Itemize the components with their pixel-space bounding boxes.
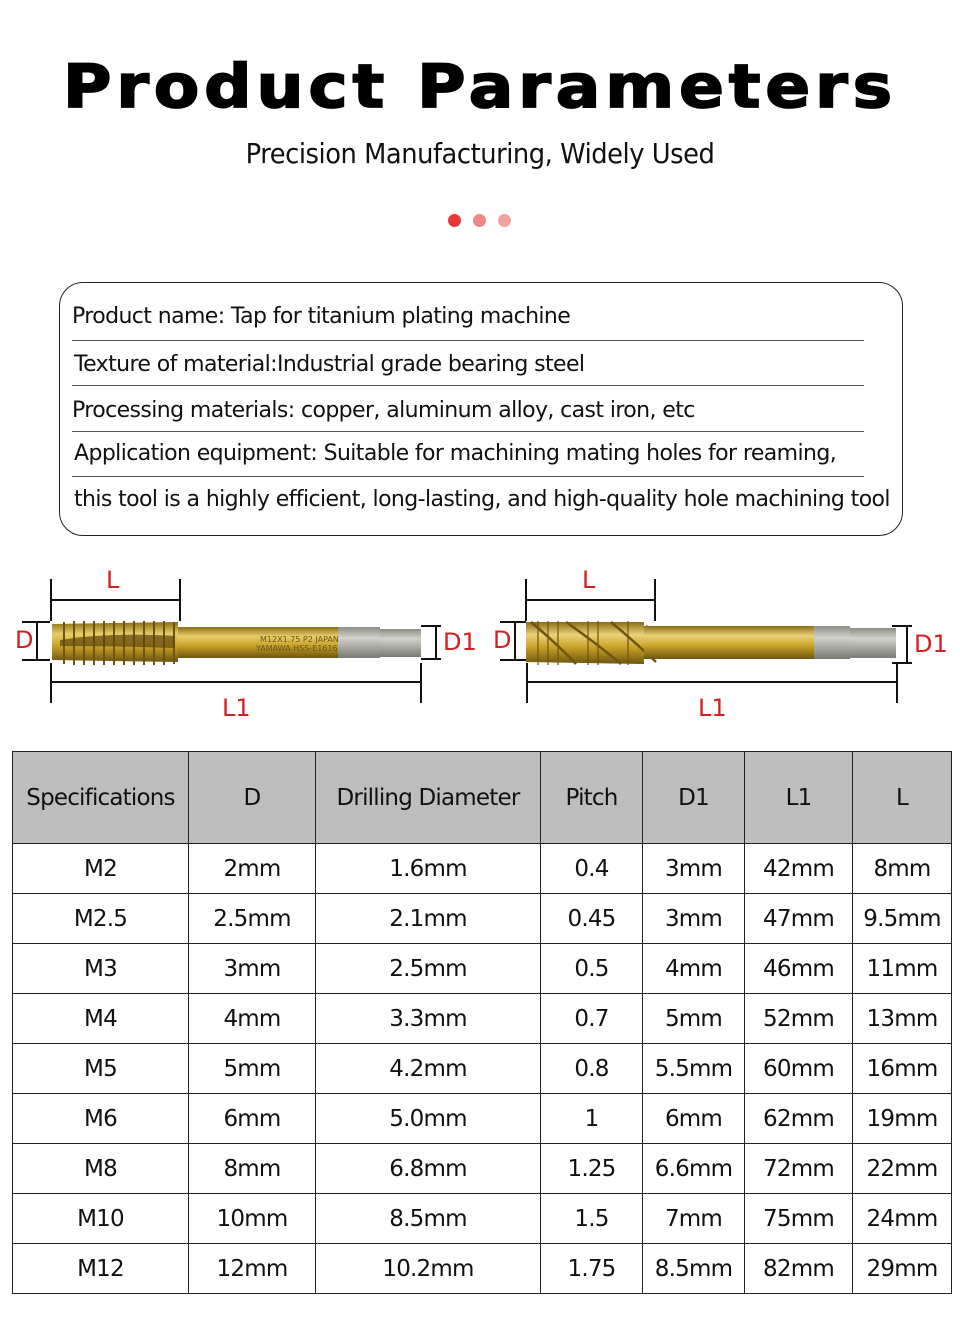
label-D: D [493, 626, 512, 654]
dim-tick [421, 625, 441, 627]
cell: 19mm [853, 1094, 952, 1144]
dot-icon [498, 214, 511, 227]
info-material: Texture of material:Industrial grade bearing steel [74, 352, 585, 377]
cell: M4 [13, 994, 189, 1044]
cell: 1.75 [541, 1244, 643, 1294]
cell: 2mm [189, 844, 316, 894]
cell: 3mm [189, 944, 316, 994]
dot-icon [448, 214, 461, 227]
cell: 8.5mm [643, 1244, 745, 1294]
cell: 82mm [745, 1244, 853, 1294]
cell: 24mm [853, 1194, 952, 1244]
dim-tick [892, 662, 912, 664]
dim-line-D [36, 621, 38, 660]
dim-tick [500, 659, 526, 661]
dim-tick [50, 663, 52, 703]
dim-tick [421, 658, 441, 660]
cell: 3mm [643, 844, 745, 894]
dim-line-D1 [906, 625, 908, 663]
dim-tick [526, 663, 528, 703]
divider [72, 340, 864, 341]
cell: M6 [13, 1094, 189, 1144]
cell: 5mm [643, 994, 745, 1044]
dim-tick [892, 625, 912, 627]
cell: 4mm [643, 944, 745, 994]
cell: 16mm [853, 1044, 952, 1094]
page-subtitle: Precision Manufacturing, Widely Used [245, 137, 715, 170]
cell: 3.3mm [316, 994, 541, 1044]
cell: 1 [541, 1094, 643, 1144]
cell: 2.5mm [316, 944, 541, 994]
cell: 72mm [745, 1144, 853, 1194]
cell: 1.25 [541, 1144, 643, 1194]
cell: 10mm [189, 1194, 316, 1244]
table-header-row [13, 752, 952, 844]
cell: M3 [13, 944, 189, 994]
divider [72, 385, 864, 386]
cell: 6.6mm [643, 1144, 745, 1194]
header-pitch: Pitch [541, 752, 643, 844]
dim-line-L1 [50, 681, 421, 683]
cell: 7mm [643, 1194, 745, 1244]
cell: 4.2mm [316, 1044, 541, 1094]
cell: M10 [13, 1194, 189, 1244]
straight-flute-tap-image [50, 618, 422, 668]
header-drilling-diameter: Drilling Diameter [316, 752, 541, 844]
svg-text:M12X1.75 P2 JAPAN: M12X1.75 P2 JAPAN [260, 635, 339, 644]
label-D1: D1 [914, 630, 948, 658]
svg-text:YAMAWA HSS-E1616: YAMAWA HSS-E1616 [256, 644, 338, 653]
info-product-name: Product name: Tap for titanium plating machine [72, 304, 571, 329]
table-row [13, 1044, 952, 1094]
cell: 8mm [189, 1144, 316, 1194]
table-row [13, 1244, 952, 1294]
spiral-flute-tap-image [526, 618, 898, 668]
cell: 8.5mm [316, 1194, 541, 1244]
dot-icon [473, 214, 486, 227]
cell: 2.1mm [316, 894, 541, 944]
cell: 4mm [189, 994, 316, 1044]
cell: 22mm [853, 1144, 952, 1194]
cell: 12mm [189, 1244, 316, 1294]
page-title: Product Parameters [62, 51, 898, 122]
dim-tick [420, 663, 422, 703]
info-processing-materials: Processing materials: copper, aluminum alloy, cast iron, etc [72, 398, 695, 423]
cell: 0.5 [541, 944, 643, 994]
dim-tick [896, 663, 898, 703]
header-d1: D1 [643, 752, 745, 844]
cell: 11mm [853, 944, 952, 994]
cell: 5mm [189, 1044, 316, 1094]
cell: 6mm [189, 1094, 316, 1144]
table-row [13, 1194, 952, 1244]
cell: 5.0mm [316, 1094, 541, 1144]
header-specifications: Specifications [13, 752, 189, 844]
cell: 62mm [745, 1094, 853, 1144]
cell: 1.6mm [316, 844, 541, 894]
cell: 9.5mm [853, 894, 952, 944]
header-l: L [853, 752, 952, 844]
product-info-box [59, 282, 903, 536]
cell: M8 [13, 1144, 189, 1194]
cell: 0.45 [541, 894, 643, 944]
cell: M2 [13, 844, 189, 894]
cell: 2.5mm [189, 894, 316, 944]
cell: 29mm [853, 1244, 952, 1294]
divider [72, 476, 864, 477]
table-row [13, 994, 952, 1044]
table-row [13, 1094, 952, 1144]
cell: M5 [13, 1044, 189, 1094]
cell: 13mm [853, 994, 952, 1044]
cell: 5.5mm [643, 1044, 745, 1094]
dim-tick [500, 621, 526, 623]
cell: 42mm [745, 844, 853, 894]
cell: 6mm [643, 1094, 745, 1144]
label-D1: D1 [443, 628, 477, 656]
cell: 60mm [745, 1044, 853, 1094]
cell: 3mm [643, 894, 745, 944]
cell: 0.4 [541, 844, 643, 894]
cell: 0.8 [541, 1044, 643, 1094]
label-L1: L1 [222, 694, 251, 722]
cell: M12 [13, 1244, 189, 1294]
table-row [13, 894, 952, 944]
table-row [13, 1144, 952, 1194]
label-D: D [15, 626, 34, 654]
cell: 75mm [745, 1194, 853, 1244]
cell: 52mm [745, 994, 853, 1044]
cell: 0.7 [541, 994, 643, 1044]
table-row [13, 944, 952, 994]
specifications-table [12, 751, 952, 1294]
cell: M2.5 [13, 894, 189, 944]
divider [72, 431, 864, 432]
label-L: L [106, 566, 120, 594]
cell: 46mm [745, 944, 853, 994]
info-application-1: Application equipment: Suitable for machining mating holes for reaming, [74, 441, 837, 466]
table-row [13, 844, 952, 894]
cell: 10.2mm [316, 1244, 541, 1294]
dim-line-L1 [526, 681, 897, 683]
header-d: D [189, 752, 316, 844]
tap-diagram-straight [0, 560, 480, 730]
dim-line-D1 [435, 625, 437, 659]
header-l1: L1 [745, 752, 853, 844]
cell: 8mm [853, 844, 952, 894]
cell: 1.5 [541, 1194, 643, 1244]
dim-line-D [514, 621, 516, 660]
label-L1: L1 [698, 694, 727, 722]
dim-line-L [50, 599, 180, 601]
label-L: L [582, 566, 596, 594]
decorative-dots [448, 214, 511, 227]
dim-line-L [525, 599, 655, 601]
info-application-2: this tool is a highly efficient, long-lasting, and high-quality hole machining tool [74, 487, 890, 512]
cell: 6.8mm [316, 1144, 541, 1194]
tap-diagram-spiral [480, 560, 960, 730]
cell: 47mm [745, 894, 853, 944]
